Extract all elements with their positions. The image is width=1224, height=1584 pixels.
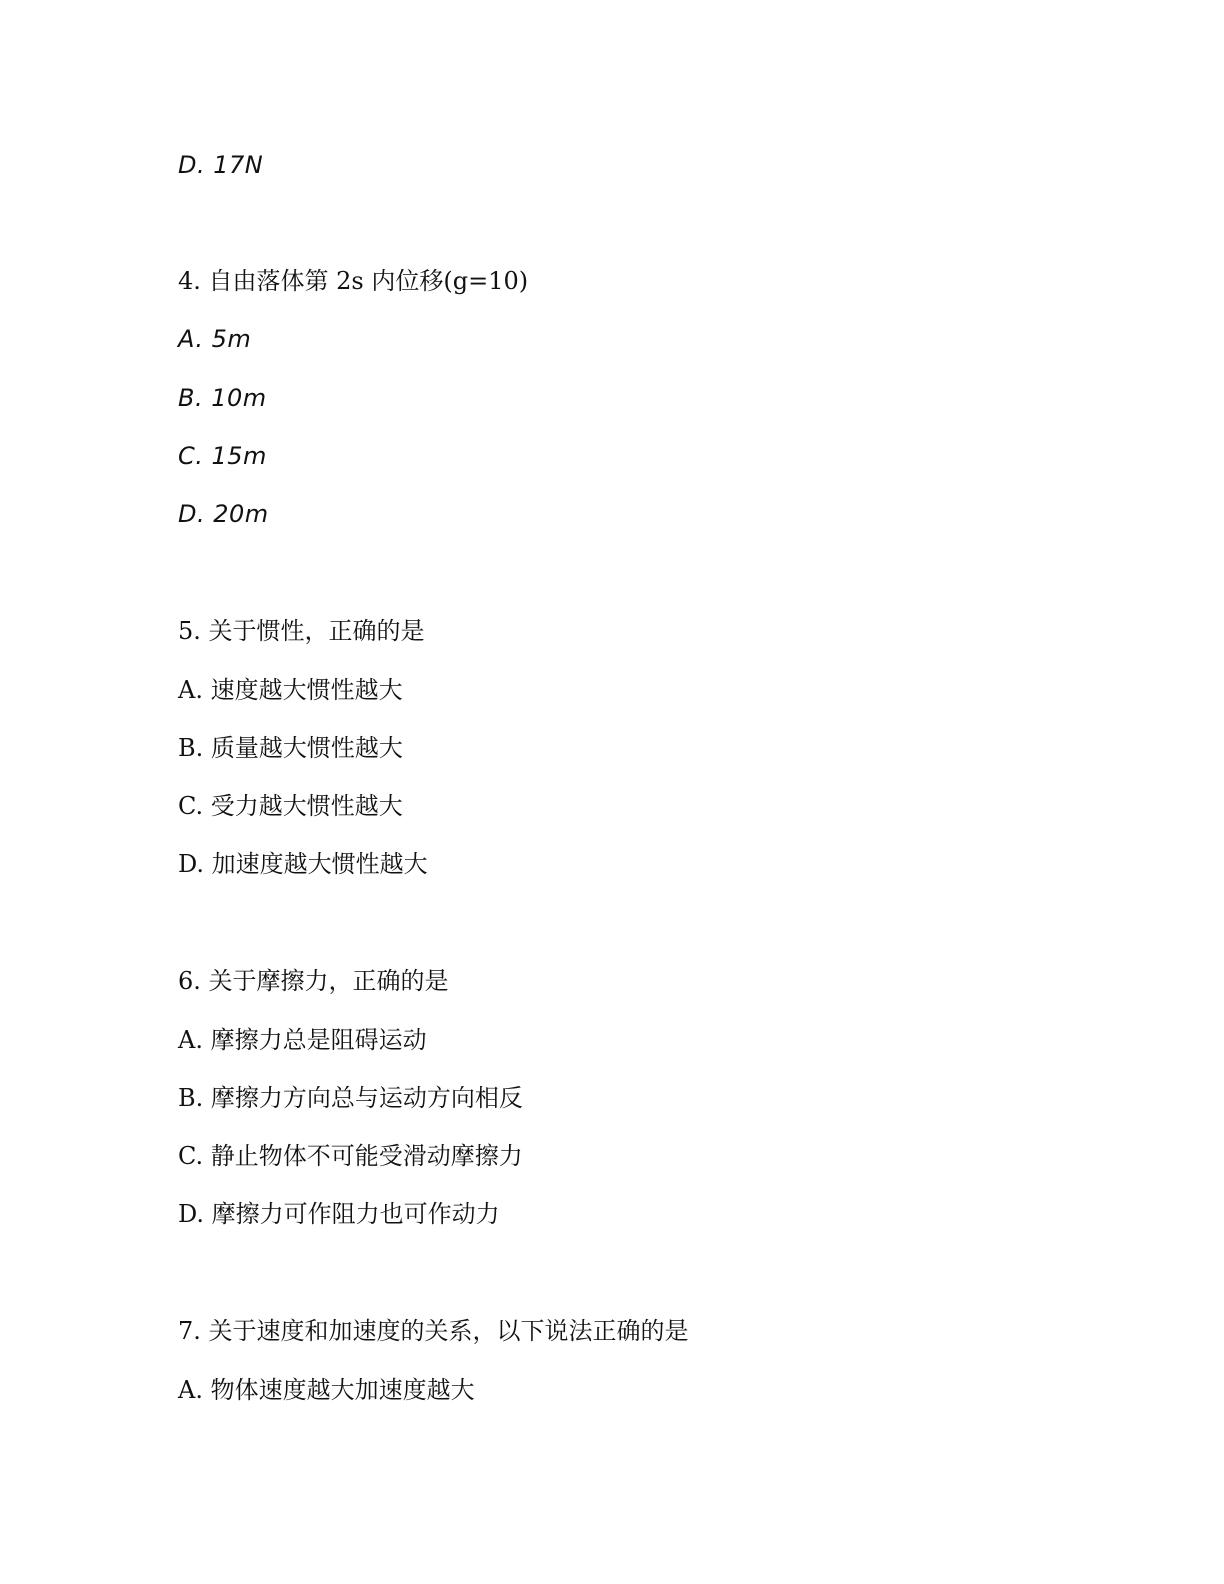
option-b-q5: B. 质量越大惯性越大	[178, 734, 403, 762]
option-b-q4: B. 10m	[178, 384, 267, 412]
option-a-q7: A. 物体速度越大加速度越大	[178, 1376, 475, 1404]
option-a-q4: A. 5m	[178, 325, 252, 353]
question-6: 6. 关于摩擦力，正确的是	[178, 967, 449, 995]
question-5: 5. 关于惯性，正确的是	[178, 617, 425, 645]
option-d-q4: D. 20m	[178, 500, 269, 528]
option-a-q5: A. 速度越大惯性越大	[178, 676, 403, 704]
question-7: 7. 关于速度和加速度的关系，以下说法正确的是	[178, 1317, 689, 1345]
option-d-q6: D. 摩擦力可作阻力也可作动力	[178, 1200, 500, 1228]
question-4: 4. 自由落体第 2s 内位移(g=10)	[178, 267, 529, 295]
option-b-q6: B. 摩擦力方向总与运动方向相反	[178, 1084, 523, 1112]
option-d-q5: D. 加速度越大惯性越大	[178, 850, 428, 878]
option-d-q3: D. 17N	[178, 151, 264, 179]
option-c-q5: C. 受力越大惯性越大	[178, 792, 403, 820]
option-c-q6: C. 静止物体不可能受滑动摩擦力	[178, 1142, 523, 1170]
option-c-q4: C. 15m	[178, 442, 267, 470]
option-a-q6: A. 摩擦力总是阻碍运动	[178, 1026, 427, 1054]
